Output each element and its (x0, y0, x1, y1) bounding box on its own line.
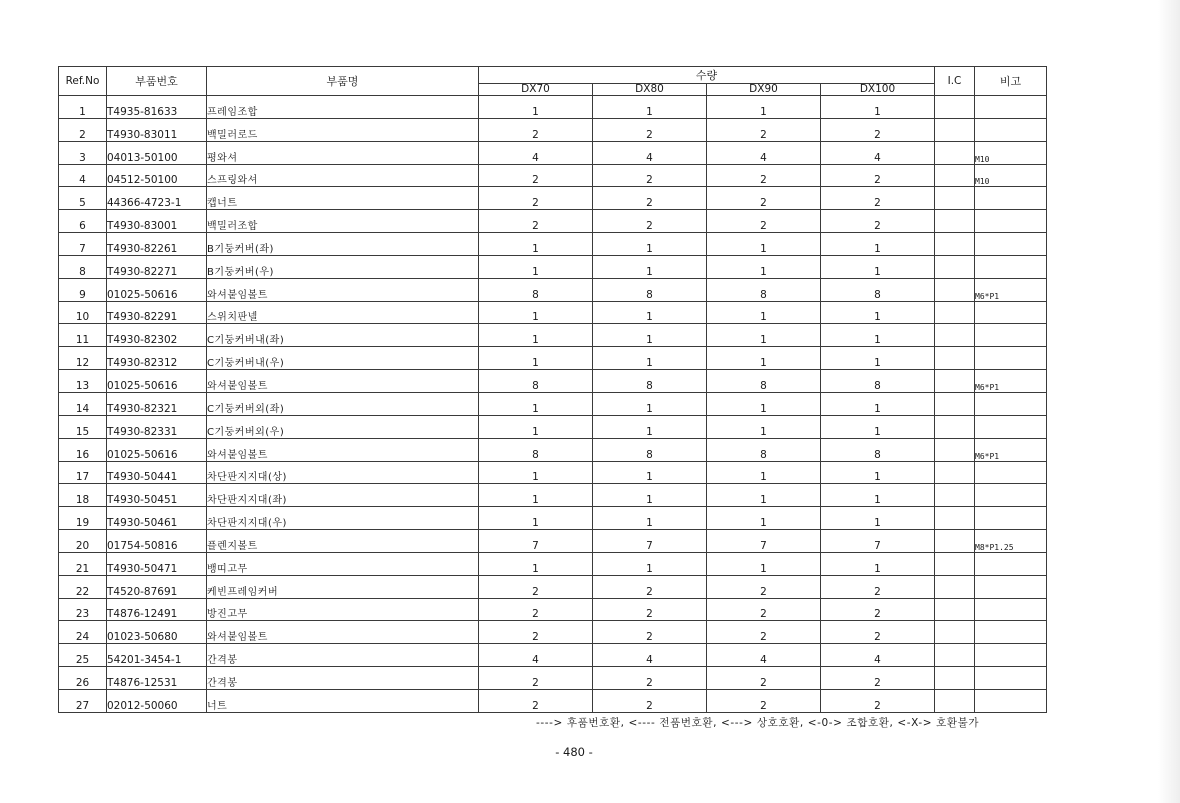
qty-dx90-cell: 8 (707, 278, 821, 301)
table-row (59, 255, 1047, 278)
note-cell (975, 644, 1047, 667)
note-cell (975, 552, 1047, 575)
part-number-cell: T4930-82312 (107, 347, 207, 370)
table-row (59, 689, 1047, 712)
page-edge-shadow (1158, 0, 1180, 803)
part-name-cell: 스프링와셔 (207, 164, 479, 187)
qty-dx100-cell: 2 (821, 118, 935, 141)
part-name-cell: 뱅띠고무 (207, 552, 479, 575)
part-name-cell: C기둥커버외(좌) (207, 392, 479, 415)
note-cell (975, 233, 1047, 256)
header-model-dx70: DX70 (479, 84, 593, 96)
qty-dx70-cell: 1 (479, 324, 593, 347)
part-number-cell: T4930-82331 (107, 415, 207, 438)
qty-dx80-cell: 7 (593, 530, 707, 553)
note-cell (975, 210, 1047, 233)
note-cell (975, 598, 1047, 621)
qty-dx70-cell: 2 (479, 118, 593, 141)
table-row (59, 438, 1047, 461)
part-name-cell: 너트 (207, 689, 479, 712)
qty-dx100-cell: 1 (821, 233, 935, 256)
page-number: - 480 - (555, 745, 593, 759)
table-row (59, 598, 1047, 621)
part-number-cell: T4930-50461 (107, 507, 207, 530)
ic-cell (935, 507, 975, 530)
ic-cell (935, 324, 975, 347)
ic-cell (935, 141, 975, 164)
qty-dx90-cell: 7 (707, 530, 821, 553)
header-model-dx80: DX80 (593, 84, 707, 96)
ref-no-cell: 22 (59, 575, 107, 598)
table-row (59, 96, 1047, 119)
qty-dx80-cell: 8 (593, 278, 707, 301)
qty-dx90-cell: 1 (707, 96, 821, 119)
part-name-cell: 스위치판넬 (207, 301, 479, 324)
ref-no-cell: 12 (59, 347, 107, 370)
ref-no-cell: 24 (59, 621, 107, 644)
qty-dx90-cell: 1 (707, 301, 821, 324)
table-row (59, 507, 1047, 530)
table-row (59, 667, 1047, 690)
ic-cell (935, 438, 975, 461)
header-quantity: 수량 (479, 67, 935, 84)
part-name-cell: 와셔붙임볼트 (207, 438, 479, 461)
ref-no-cell: 25 (59, 644, 107, 667)
header-model-dx90: DX90 (707, 84, 821, 96)
note-cell (975, 392, 1047, 415)
parts-table (58, 66, 1047, 713)
part-number-cell: T4930-82291 (107, 301, 207, 324)
part-number-cell: T4520-87691 (107, 575, 207, 598)
qty-dx70-cell: 1 (479, 96, 593, 119)
ref-no-cell: 10 (59, 301, 107, 324)
note-cell (975, 667, 1047, 690)
part-name-cell: 차단판지지대(좌) (207, 484, 479, 507)
ic-cell (935, 164, 975, 187)
qty-dx80-cell: 1 (593, 484, 707, 507)
qty-dx90-cell: 1 (707, 507, 821, 530)
ref-no-cell: 5 (59, 187, 107, 210)
qty-dx80-cell: 8 (593, 370, 707, 393)
ic-cell (935, 118, 975, 141)
ic-cell (935, 96, 975, 119)
note-cell (975, 96, 1047, 119)
ic-cell (935, 575, 975, 598)
note-cell: M6*P1 (975, 370, 1047, 393)
ref-no-cell: 13 (59, 370, 107, 393)
part-name-cell: B기둥커버(좌) (207, 233, 479, 256)
part-number-cell: T4876-12531 (107, 667, 207, 690)
table-row (59, 621, 1047, 644)
ic-cell (935, 347, 975, 370)
note-cell (975, 301, 1047, 324)
part-name-cell: 평와셔 (207, 141, 479, 164)
note-cell (975, 415, 1047, 438)
qty-dx90-cell: 4 (707, 141, 821, 164)
table-row (59, 392, 1047, 415)
part-number-cell: T4930-83011 (107, 118, 207, 141)
ref-no-cell: 1 (59, 96, 107, 119)
qty-dx100-cell: 8 (821, 278, 935, 301)
part-name-cell: 와셔붙임볼트 (207, 621, 479, 644)
qty-dx70-cell: 2 (479, 598, 593, 621)
part-number-cell: T4930-83001 (107, 210, 207, 233)
table-row (59, 575, 1047, 598)
qty-dx80-cell: 2 (593, 598, 707, 621)
note-cell (975, 187, 1047, 210)
part-name-cell: C기둥커버외(우) (207, 415, 479, 438)
ic-cell (935, 255, 975, 278)
ref-no-cell: 18 (59, 484, 107, 507)
ic-cell (935, 530, 975, 553)
qty-dx80-cell: 4 (593, 141, 707, 164)
qty-dx80-cell: 1 (593, 324, 707, 347)
qty-dx90-cell: 2 (707, 210, 821, 233)
part-number-cell: T4876-12491 (107, 598, 207, 621)
note-cell (975, 118, 1047, 141)
note-cell (975, 484, 1047, 507)
qty-dx70-cell: 4 (479, 644, 593, 667)
qty-dx90-cell: 1 (707, 233, 821, 256)
qty-dx80-cell: 2 (593, 210, 707, 233)
ic-cell (935, 667, 975, 690)
qty-dx70-cell: 1 (479, 507, 593, 530)
ref-no-cell: 15 (59, 415, 107, 438)
qty-dx90-cell: 2 (707, 164, 821, 187)
qty-dx100-cell: 1 (821, 484, 935, 507)
note-cell (975, 621, 1047, 644)
note-cell (975, 689, 1047, 712)
part-name-cell: 차단판지지대(상) (207, 461, 479, 484)
table-row (59, 530, 1047, 553)
qty-dx100-cell: 1 (821, 415, 935, 438)
qty-dx100-cell: 2 (821, 621, 935, 644)
ref-no-cell: 7 (59, 233, 107, 256)
qty-dx90-cell: 2 (707, 621, 821, 644)
qty-dx90-cell: 2 (707, 575, 821, 598)
part-name-cell: 케빈프레임커버 (207, 575, 479, 598)
note-cell: M8*P1.25 (975, 530, 1047, 553)
part-name-cell: 프레임조합 (207, 96, 479, 119)
qty-dx100-cell: 4 (821, 644, 935, 667)
part-name-cell: 백밀러조합 (207, 210, 479, 233)
ic-cell (935, 210, 975, 233)
note-cell: M6*P1 (975, 278, 1047, 301)
header-note: 비고 (975, 67, 1047, 96)
note-cell (975, 461, 1047, 484)
ic-cell (935, 233, 975, 256)
qty-dx80-cell: 1 (593, 255, 707, 278)
part-name-cell: 플렌지볼트 (207, 530, 479, 553)
part-number-cell: T4930-50441 (107, 461, 207, 484)
note-cell: M10 (975, 164, 1047, 187)
table-row (59, 164, 1047, 187)
qty-dx90-cell: 1 (707, 415, 821, 438)
qty-dx70-cell: 2 (479, 575, 593, 598)
qty-dx100-cell: 8 (821, 370, 935, 393)
qty-dx80-cell: 4 (593, 644, 707, 667)
qty-dx70-cell: 1 (479, 552, 593, 575)
ref-no-cell: 19 (59, 507, 107, 530)
qty-dx80-cell: 2 (593, 118, 707, 141)
table-row (59, 644, 1047, 667)
ref-no-cell: 20 (59, 530, 107, 553)
qty-dx70-cell: 8 (479, 370, 593, 393)
ic-cell (935, 370, 975, 393)
qty-dx100-cell: 7 (821, 530, 935, 553)
qty-dx70-cell: 1 (479, 301, 593, 324)
qty-dx70-cell: 2 (479, 621, 593, 644)
qty-dx100-cell: 2 (821, 689, 935, 712)
qty-dx80-cell: 1 (593, 552, 707, 575)
ref-no-cell: 26 (59, 667, 107, 690)
qty-dx70-cell: 2 (479, 164, 593, 187)
ic-cell (935, 392, 975, 415)
ic-cell (935, 689, 975, 712)
part-number-cell: 04512-50100 (107, 164, 207, 187)
table-row (59, 552, 1047, 575)
part-number-cell: T4930-82271 (107, 255, 207, 278)
qty-dx80-cell: 8 (593, 438, 707, 461)
qty-dx90-cell: 2 (707, 667, 821, 690)
qty-dx100-cell: 1 (821, 461, 935, 484)
qty-dx70-cell: 2 (479, 667, 593, 690)
qty-dx70-cell: 4 (479, 141, 593, 164)
qty-dx100-cell: 1 (821, 392, 935, 415)
part-number-cell: 04013-50100 (107, 141, 207, 164)
note-cell: M6*P1 (975, 438, 1047, 461)
qty-dx90-cell: 2 (707, 187, 821, 210)
note-cell (975, 324, 1047, 347)
part-name-cell: C기둥커버내(우) (207, 347, 479, 370)
qty-dx80-cell: 1 (593, 233, 707, 256)
ic-cell (935, 621, 975, 644)
qty-dx70-cell: 8 (479, 278, 593, 301)
table-row (59, 324, 1047, 347)
header-ref-no: Ref.No (59, 67, 107, 96)
qty-dx90-cell: 1 (707, 552, 821, 575)
ic-cell (935, 187, 975, 210)
qty-dx80-cell: 2 (593, 667, 707, 690)
qty-dx70-cell: 2 (479, 187, 593, 210)
qty-dx80-cell: 1 (593, 347, 707, 370)
qty-dx80-cell: 2 (593, 187, 707, 210)
qty-dx90-cell: 8 (707, 438, 821, 461)
qty-dx100-cell: 1 (821, 324, 935, 347)
ref-no-cell: 2 (59, 118, 107, 141)
ref-no-cell: 23 (59, 598, 107, 621)
table-row (59, 461, 1047, 484)
table-row (59, 141, 1047, 164)
ref-no-cell: 21 (59, 552, 107, 575)
table-row (59, 278, 1047, 301)
qty-dx70-cell: 1 (479, 484, 593, 507)
qty-dx70-cell: 1 (479, 347, 593, 370)
qty-dx80-cell: 1 (593, 301, 707, 324)
qty-dx90-cell: 2 (707, 689, 821, 712)
qty-dx80-cell: 2 (593, 164, 707, 187)
qty-dx80-cell: 1 (593, 96, 707, 119)
qty-dx70-cell: 1 (479, 461, 593, 484)
ref-no-cell: 11 (59, 324, 107, 347)
ref-no-cell: 4 (59, 164, 107, 187)
part-number-cell: 01025-50616 (107, 278, 207, 301)
table-row (59, 370, 1047, 393)
qty-dx80-cell: 1 (593, 461, 707, 484)
qty-dx90-cell: 1 (707, 255, 821, 278)
note-cell (975, 507, 1047, 530)
ref-no-cell: 14 (59, 392, 107, 415)
ic-cell (935, 644, 975, 667)
qty-dx70-cell: 1 (479, 233, 593, 256)
table-row (59, 187, 1047, 210)
qty-dx90-cell: 4 (707, 644, 821, 667)
ref-no-cell: 3 (59, 141, 107, 164)
qty-dx100-cell: 2 (821, 187, 935, 210)
qty-dx100-cell: 1 (821, 347, 935, 370)
qty-dx100-cell: 2 (821, 667, 935, 690)
qty-dx80-cell: 2 (593, 575, 707, 598)
part-name-cell: 백밀러로드 (207, 118, 479, 141)
qty-dx70-cell: 2 (479, 210, 593, 233)
header-part-number: 부품번호 (107, 67, 207, 96)
ic-cell (935, 278, 975, 301)
part-name-cell: 와셔붙임볼트 (207, 370, 479, 393)
part-number-cell: T4930-50451 (107, 484, 207, 507)
table-row (59, 301, 1047, 324)
part-name-cell: 차단판지지대(우) (207, 507, 479, 530)
qty-dx100-cell: 1 (821, 255, 935, 278)
qty-dx100-cell: 2 (821, 164, 935, 187)
header-part-name: 부품명 (207, 67, 479, 96)
qty-dx70-cell: 1 (479, 392, 593, 415)
qty-dx100-cell: 2 (821, 575, 935, 598)
note-cell (975, 575, 1047, 598)
part-number-cell: T4930-82321 (107, 392, 207, 415)
table-row (59, 233, 1047, 256)
qty-dx80-cell: 1 (593, 392, 707, 415)
part-name-cell: 방진고무 (207, 598, 479, 621)
part-name-cell: 간격봉 (207, 644, 479, 667)
qty-dx70-cell: 1 (479, 255, 593, 278)
header-ic: I.C (935, 67, 975, 96)
part-number-cell: 01754-50816 (107, 530, 207, 553)
part-number-cell: 54201-3454-1 (107, 644, 207, 667)
table-row (59, 347, 1047, 370)
note-cell (975, 255, 1047, 278)
qty-dx100-cell: 1 (821, 301, 935, 324)
qty-dx70-cell: 7 (479, 530, 593, 553)
ref-no-cell: 9 (59, 278, 107, 301)
table-row (59, 484, 1047, 507)
part-name-cell: 와셔붙임볼트 (207, 278, 479, 301)
note-cell: M10 (975, 141, 1047, 164)
part-number-cell: T4930-50471 (107, 552, 207, 575)
qty-dx70-cell: 8 (479, 438, 593, 461)
interchangeability-legend: ----> 후품번호환, <---- 전품번호환, <---> 상호호환, <-0-> 조합호환, <-X-> 호환불가 (536, 717, 980, 729)
qty-dx90-cell: 2 (707, 118, 821, 141)
qty-dx90-cell: 1 (707, 392, 821, 415)
part-number-cell: 02012-50060 (107, 689, 207, 712)
ref-no-cell: 17 (59, 461, 107, 484)
ic-cell (935, 301, 975, 324)
part-number-cell: T4930-82261 (107, 233, 207, 256)
qty-dx70-cell: 2 (479, 689, 593, 712)
qty-dx90-cell: 1 (707, 461, 821, 484)
ref-no-cell: 8 (59, 255, 107, 278)
qty-dx100-cell: 2 (821, 598, 935, 621)
table-row (59, 210, 1047, 233)
part-name-cell: C기둥커버내(좌) (207, 324, 479, 347)
ref-no-cell: 27 (59, 689, 107, 712)
qty-dx90-cell: 1 (707, 324, 821, 347)
ref-no-cell: 16 (59, 438, 107, 461)
qty-dx80-cell: 2 (593, 689, 707, 712)
table-row (59, 415, 1047, 438)
qty-dx100-cell: 4 (821, 141, 935, 164)
ic-cell (935, 552, 975, 575)
part-number-cell: 01023-50680 (107, 621, 207, 644)
part-number-cell: 01025-50616 (107, 438, 207, 461)
table-row (59, 118, 1047, 141)
note-cell (975, 347, 1047, 370)
qty-dx70-cell: 1 (479, 415, 593, 438)
qty-dx90-cell: 8 (707, 370, 821, 393)
ic-cell (935, 598, 975, 621)
ic-cell (935, 415, 975, 438)
part-name-cell: 간격봉 (207, 667, 479, 690)
part-name-cell: B기둥커버(우) (207, 255, 479, 278)
qty-dx80-cell: 1 (593, 415, 707, 438)
part-number-cell: T4935-81633 (107, 96, 207, 119)
ic-cell (935, 461, 975, 484)
qty-dx100-cell: 1 (821, 552, 935, 575)
parts-table-body (59, 96, 1047, 713)
qty-dx100-cell: 2 (821, 210, 935, 233)
qty-dx90-cell: 1 (707, 484, 821, 507)
ref-no-cell: 6 (59, 210, 107, 233)
part-number-cell: T4930-82302 (107, 324, 207, 347)
part-number-cell: 44366-4723-1 (107, 187, 207, 210)
qty-dx100-cell: 1 (821, 96, 935, 119)
ic-cell (935, 484, 975, 507)
qty-dx80-cell: 2 (593, 621, 707, 644)
header-model-dx100: DX100 (821, 84, 935, 96)
part-name-cell: 캡너트 (207, 187, 479, 210)
qty-dx100-cell: 8 (821, 438, 935, 461)
qty-dx80-cell: 1 (593, 507, 707, 530)
part-number-cell: 01025-50616 (107, 370, 207, 393)
qty-dx100-cell: 1 (821, 507, 935, 530)
qty-dx90-cell: 2 (707, 598, 821, 621)
qty-dx90-cell: 1 (707, 347, 821, 370)
